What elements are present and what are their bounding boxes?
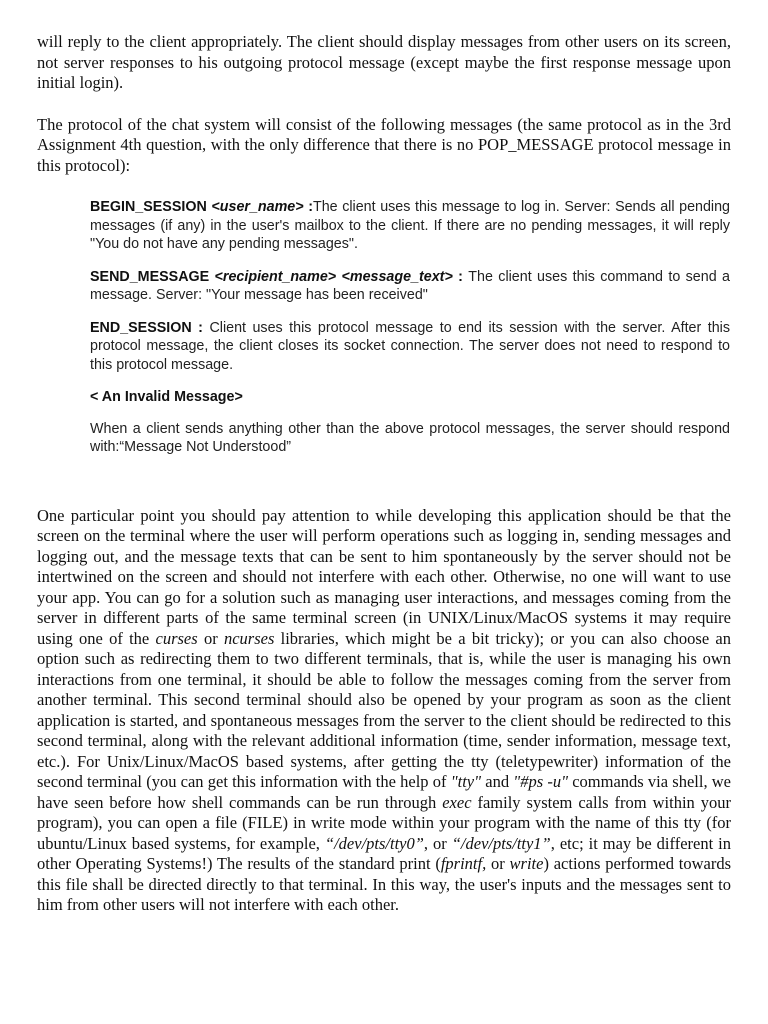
tty1-path: “/dev/pts/tty1” <box>451 833 551 853</box>
final-text-7: , or <box>423 833 452 853</box>
curses-term: curses <box>155 628 198 648</box>
protocol-message-list <box>90 198 730 457</box>
protocol-begin-session <box>90 198 730 254</box>
end-session-separator: : <box>191 319 210 336</box>
ps-command: "#ps -u" <box>513 772 569 791</box>
final-text-10: ) actions performed towards this file shall be directed directly to that terminal. In this way, the user's inputs and the messages sent to him from other users will not interfere with each other. <box>37 854 731 914</box>
tty-command: "tty" <box>450 772 482 791</box>
final-text-8: , etc; it may be different in other Operating Systems!) The results of the standard print ( <box>37 833 731 873</box>
begin-session-separator: : <box>303 199 313 215</box>
final-text-6: family system calls from within your program), you can open a file (FILE) in write mode within your program with the name of this tty (for ubuntu/Linux based systems, for example, <box>37 792 731 853</box>
final-text-1: One particular point you should pay attention to while developing this application should be that the screen on the terminal where the user will perform operations such as logging in, sending messages and logging out, and the message texts that can be sent to him spontaneously by the server should not be intertwined on the screen and should not interfere with each other. Otherwise, no one will want to use your app. You can go for a solution such as managing user interactions, and messages coming from the server in different parts of the same terminal screen (in UNIX/Linux/MacOS systems it may require using one of the <box>37 505 731 648</box>
final-text-5: commands via shell, we have seen before how shell commands can be run through <box>37 772 732 812</box>
send-message-separator: : <box>452 268 469 285</box>
invalid-message-heading: < An Invalid Message> <box>90 389 243 405</box>
send-message-arg-text: <message_text> <box>341 268 453 285</box>
protocol-end-session <box>90 319 730 375</box>
write-term: write <box>509 854 544 873</box>
protocol-send-message <box>90 268 730 305</box>
final-text-4: and <box>481 772 514 791</box>
begin-session-description: The client uses this message to log in. Server: Sends all pending messages (if any) in the user's mailbox to the client. If there are no pending messages, it will reply "You do not have any pending messages". <box>90 199 730 252</box>
fprintf-term: fprintf, <box>440 854 487 873</box>
document-page <box>37 32 731 916</box>
ncurses-term: ncurses <box>223 628 275 648</box>
send-message-arg-recipient: <recipient_name> <box>214 268 337 285</box>
exec-term: exec <box>442 792 472 812</box>
end-session-description: Client uses this protocol message to end its session with the server. After this protocol message, the client closes its socket connection. The server does not need to respond to this protocol message. <box>90 319 730 373</box>
invalid-message-description: When a client sends anything other than the above protocol messages, the server should respond with:“Message Not Understood” <box>90 420 730 455</box>
final-text-2: or <box>197 628 224 648</box>
end-session-command: END_SESSION <box>90 319 192 336</box>
begin-session-arg: <user_name> <box>211 199 304 215</box>
final-text-9: or <box>486 854 510 873</box>
intro-paragraph-1: will reply to the client appropriately. The client should display messages from other users on its screen, not server responses to his outgoing protocol message (except maybe the first response message upon initial login). <box>37 32 731 92</box>
intro-paragraph-2: The protocol of the chat system will consist of the following messages (the same protocol as in the 3rd Assignment 4th question, with the only difference that there is no POP_MESSAGE protocol message in this protocol): <box>37 114 731 175</box>
send-message-description: The client uses this command to send a message. Server: "Your message has been received" <box>90 268 730 303</box>
tty0-path: “/dev/pts/tty0” <box>324 833 424 853</box>
begin-session-command: BEGIN_SESSION <box>90 199 207 215</box>
final-paragraph <box>37 506 731 916</box>
send-message-command: SEND_MESSAGE <box>90 268 210 285</box>
final-text-3: libraries, which might be a bit tricky); or you can also choose an option such as redirecting them to two different terminals, that is, while the user is managing his own interactions from one terminal, it should be able to follow the messages coming from the server from another terminal. This second terminal should also be opened by your program as soon as the client application is started, and spontaneous messages from the server to the client should be redirected to this second terminal, along with the relevant additional information (time, sender information, message text, etc.). For Unix/Linux/MacOS based systems, after getting the tty (teletypewriter) information of the second terminal (you can get this information with the help of <box>37 628 731 791</box>
